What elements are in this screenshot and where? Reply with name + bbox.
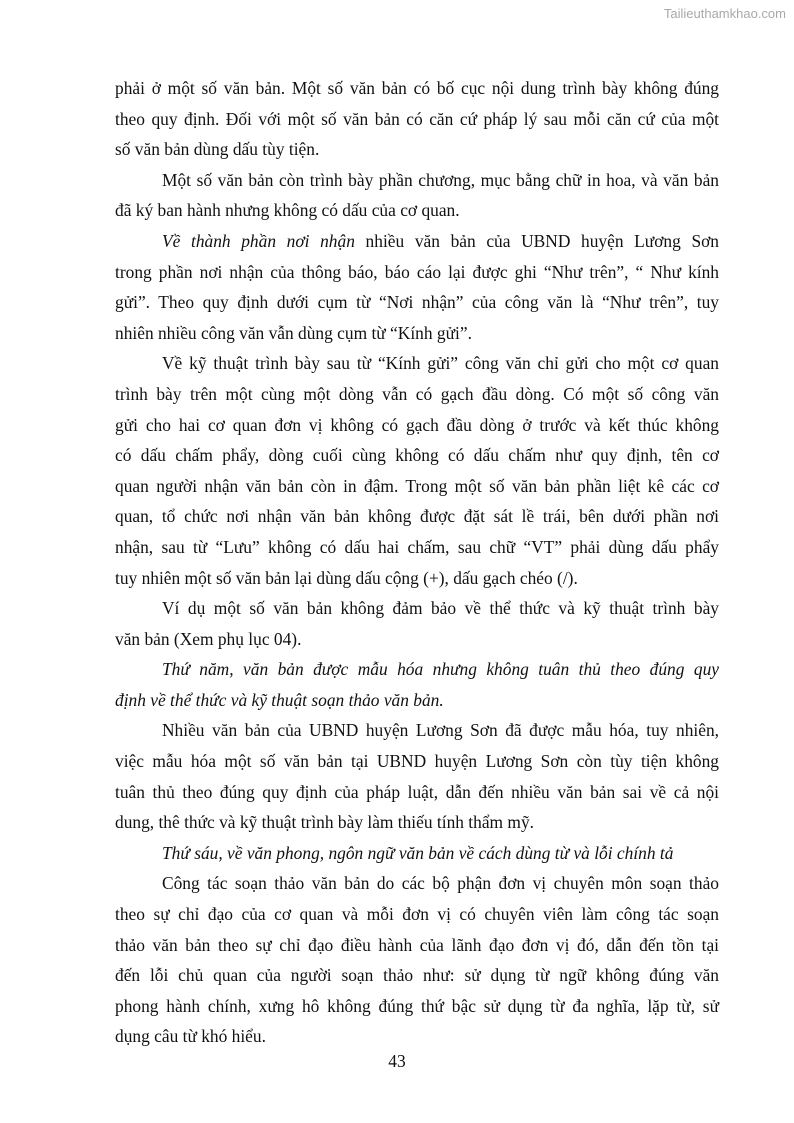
text-line: việc mẫu hóa một số văn bản tại UBND huyện Lương Sơn còn tùy tiện không xyxy=(115,751,719,772)
document-body xyxy=(115,73,719,1052)
text-line: Một số văn bản còn trình bày phần chương, mục bằng chữ in hoa, và văn bản xyxy=(162,169,719,190)
text-line: phải ở một số văn bản. Một số văn bản có bố cục nội dung trình bày không đúng xyxy=(115,78,719,98)
italic-heading: Thứ năm, văn bản được mẫu hóa nhưng không tuân thủ theo đúng quy xyxy=(162,659,719,680)
italic-heading: định về thể thức và kỹ thuật soạn thảo văn bản. xyxy=(115,689,444,710)
text-line: tuy nhiên một số văn bản lại dùng dấu cộng (+), dấu gạch chéo (/). xyxy=(115,567,578,588)
italic-heading: Về thành phần nơi nhận xyxy=(162,230,355,251)
text-line xyxy=(115,226,719,257)
text-line: nhận, sau từ “Lưu” không có dấu hai chấm, sau chữ “VT” phải dùng dấu phẩy xyxy=(115,536,719,557)
text-line: có dấu chấm phẩy, dòng cuối cùng không có dấu chấm như quy định, tên cơ xyxy=(115,445,719,466)
text-line: số văn bản dùng dấu tùy tiện. xyxy=(115,139,320,160)
text-line: nhiên nhiều công văn vẫn dùng cụm từ “Kính gửi”. xyxy=(115,322,472,343)
text-line: đến lỗi chủ quan của người soạn thảo như: sử dụng từ ngữ không đúng văn xyxy=(115,965,719,986)
watermark-text: Tailieuthamkhao.com xyxy=(663,6,786,21)
text-line: Công tác soạn thảo văn bản do các bộ phận đơn vị chuyên môn soạn thảo xyxy=(162,873,719,894)
text-line: tuân thủ theo đúng quy định của pháp luật, dẫn đến nhiều văn bản sai về cả nội xyxy=(115,781,719,802)
text-line: Ví dụ một số văn bản không đảm bảo về thể thức và kỹ thuật trình bày xyxy=(162,598,719,619)
text-line: phong hành chính, xưng hô không đúng thứ bậc sử dụng từ đa nghĩa, lặp từ, sử xyxy=(115,995,719,1016)
text-line: Nhiều văn bản của UBND huyện Lương Sơn đã được mẫu hóa, tuy nhiên, xyxy=(162,720,719,741)
text-line: trình bày trên một cùng một dòng vẫn có gạch đầu dòng. Có một số công văn xyxy=(115,383,719,404)
text-line: theo quy định. Đối với một số văn bản có căn cứ pháp lý sau mỗi căn cứ của một xyxy=(115,108,719,129)
text-line: thảo văn bản theo sự chỉ đạo điều hành của lãnh đạo đơn vị đó, dẫn đến tồn tại xyxy=(115,934,719,955)
page-number: 43 xyxy=(388,1051,406,1071)
text-line: dụng câu từ khó hiểu. xyxy=(115,1026,266,1047)
text-line: theo sự chỉ đạo của cơ quan và mỗi đơn vị có chuyên viên làm công tác soạn xyxy=(115,904,719,925)
text-line: dung, thê thức và kỹ thuật trình bày làm thiếu tính thẩm mỹ. xyxy=(115,812,534,833)
text-line: Về kỹ thuật trình bày sau từ “Kính gửi” công văn chỉ gửi cho một cơ quan xyxy=(162,353,719,374)
text-line: gửi cho hai cơ quan đơn vị không có gạch đầu dòng ở trước và kết thúc không xyxy=(115,414,719,435)
text-line: quan, tổ chức nơi nhận văn bản không được đặt sát lề trái, bên dưới phần nơi xyxy=(115,506,719,527)
text-line: quan người nhận văn bản còn in đậm. Trong một số văn bản phần liệt kê các cơ xyxy=(115,475,719,496)
text-run: nhiều văn bản của UBND huyện Lương Sơn xyxy=(354,230,720,251)
text-line: trong phần nơi nhận của thông báo, báo cáo lại được ghi “Như trên”, “ Như kính xyxy=(115,261,719,282)
text-line: văn bản (Xem phụ lục 04). xyxy=(115,628,302,649)
text-line: gửi”. Theo quy định dưới cụm từ “Nơi nhận” của công văn là “Như trên”, tuy xyxy=(115,292,719,313)
italic-heading: Thứ sáu, về văn phong, ngôn ngữ văn bản về cách dùng từ và lỗi chính tả xyxy=(162,842,674,863)
text-line: đã ký ban hành nhưng không có dấu của cơ quan. xyxy=(115,200,460,221)
